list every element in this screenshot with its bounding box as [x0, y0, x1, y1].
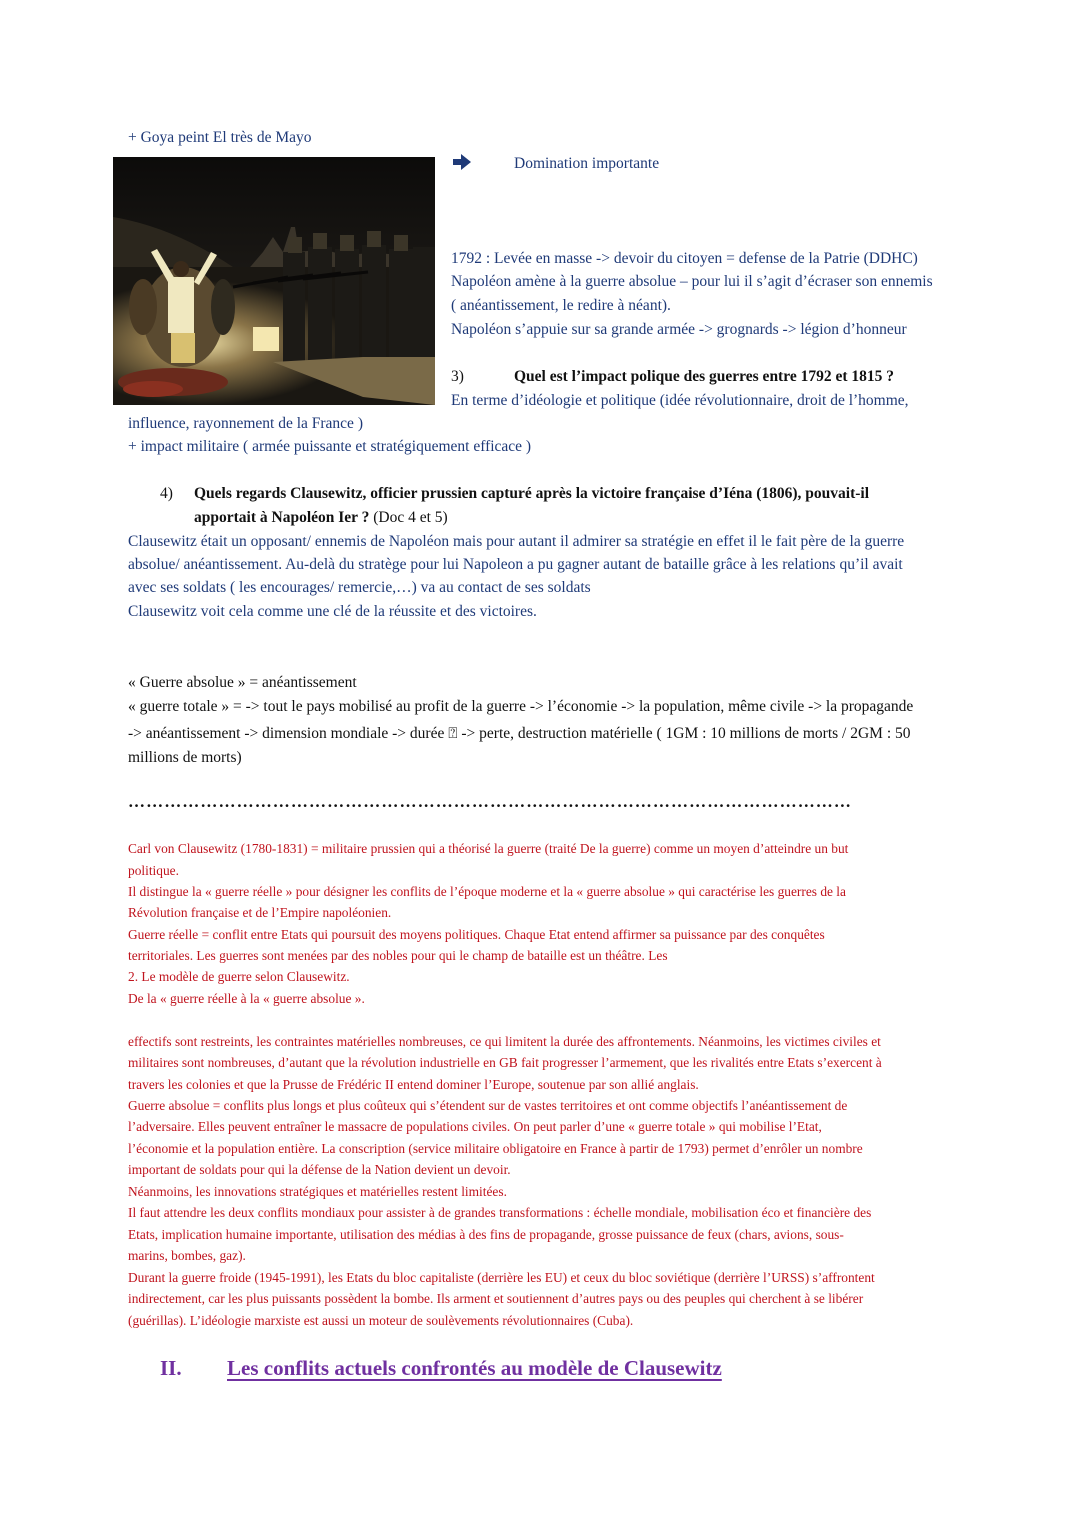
question-4-answer-3: avec ses soldats ( les encourages/ remercie,…) va au contact de ses soldats — [128, 579, 591, 596]
definition-line-2: « guerre totale » = -> tout le pays mobilisé au profit de la guerre -> l’économie -> la population, même civile -> la propagande — [128, 698, 914, 715]
section-title: Les conflits actuels confrontés au modèle de Clausewitz — [227, 1356, 722, 1380]
red-text-2-line-13: indirectement, car les plus puissants possèdent la bombe. Ils arment et soutiennent d’autres pays ou des peuples qui cherchent à se libérer — [128, 1291, 864, 1306]
question-3-answer-2: influence, rayonnement de la France ) — [128, 415, 363, 432]
red-text-2-line-4: Guerre absolue = conflits plus longs et plus coûteux qui s’étendent sur de vastes territoires et ont comme objectifs l’anéantissement de — [128, 1098, 848, 1113]
levee-line-4: Napoléon s’appuie sur sa grande armée -> grognards -> légion d’honneur — [451, 321, 907, 338]
red-text-1-line-5: Guerre réelle = conflit entre Etats qui poursuit des moyens politiques. Chaque Etat entend affirmer sa puissance par des conquêtes — [128, 927, 825, 942]
definition-line-1: « Guerre absolue » = anéantissement — [128, 674, 357, 691]
red-text-1-line-7: 2. Le modèle de guerre selon Clausewitz. — [128, 969, 350, 984]
question-4-answer-4: Clausewitz voit cela comme une clé de la réussite et des victoires. — [128, 603, 537, 620]
question-3-answer-3: + impact militaire ( armée puissante et stratégiquement efficace ) — [128, 438, 532, 455]
domination-text: Domination importante — [514, 155, 660, 172]
levee-line-3: ( anéantissement, le redire à néant). — [451, 297, 671, 314]
dotted-separator: ………………………………………………………………………………………………………… — [128, 792, 852, 811]
red-text-2-line-8: Néanmoins, les innovations stratégiques et matérielles restent limitées. — [128, 1184, 507, 1199]
red-text-1-line-6: territoriales. Les guerres sont menées par des nobles pour qui le champ de bataille est un théâtre. Les — [128, 948, 668, 963]
red-text-2-line-1: effectifs sont restreints, les contraintes matérielles nombreuses, ce qui limitent la durée des affrontements. Néanmoins, les victimes civiles et — [128, 1034, 881, 1049]
red-text-2-line-6: l’économie et la population entière. La conscription (service militaire obligatoire en France à partir de 1793) permet d’enrôler un nombre — [128, 1141, 863, 1156]
red-text-1-line-1: Carl von Clausewitz (1780-1831) = militaire prussien qui a théorisé la guerre (traité De la guerre) comme un moyen d’atteindre un but — [128, 841, 849, 856]
red-text-1-line-8: De la « guerre réelle à la « guerre absolue ». — [128, 991, 365, 1006]
red-text-2-line-3: travers les colonies et que la Prusse de Frédéric II entend dominer l’Europe, soutenue par son allié anglais. — [128, 1077, 699, 1092]
levee-line-1: 1792 : Levée en masse -> devoir du citoyen = defense de la Patrie (DDHC) — [451, 250, 918, 267]
question-4-title-bold: apportait à Napoléon Ier ? — [194, 509, 370, 526]
definition-line-3: -> anéantissement -> dimension mondiale -> durée ⍰ -> perte, destruction matérielle ( 1GM : 10 millions de morts / 2GM : 50 — [128, 725, 911, 742]
levee-line-2: Napoléon amène à la guerre absolue – pour lui il s’agit d’écraser son ennemis — [451, 273, 933, 290]
red-text-2-line-5: l’adversaire. Elles peuvent entraîner le massacre de populations civiles. On peut parler d’une « guerre totale » qui mobilise l’Etat, — [128, 1119, 822, 1134]
question-4-title-1: Quels regards Clausewitz, officier prussien capturé après la victoire française d’Iéna (1806), pouvait-il — [194, 485, 870, 502]
question-4-doc-ref: (Doc 4 et 5) — [369, 509, 448, 526]
question-4-number: 4) — [160, 485, 173, 502]
red-text-1-line-3: Il distingue la « guerre réelle » pour désigner les conflits de l’époque moderne et la « guerre absolue » qui caractérise les guerres de la — [128, 884, 846, 899]
question-4-answer-2: absolue/ anéantissement. Au-delà du stratège pour lui Napoleon a pu gagner autant de bataille grâce à les relations qu’il avait — [128, 556, 903, 573]
red-text-1-line-4: Révolution française et de l’Empire napoléonien. — [128, 905, 392, 920]
red-text-1-line-2: politique. — [128, 863, 179, 878]
definition-line-4: millions de morts) — [128, 749, 242, 766]
goya-caption: + Goya peint El très de Mayo — [128, 129, 312, 146]
red-text-2-line-10: Etats, implication humaine importante, utilisation des médias à des fins de propagande, grosse puissance de feux (chars, avions, sous- — [128, 1227, 844, 1242]
red-text-2-line-11: marins, bombes, gaz). — [128, 1248, 246, 1263]
red-text-2-line-7: important de soldats pour qui la défense de la Nation devient un devoir. — [128, 1162, 511, 1177]
section-number: II. — [160, 1356, 182, 1380]
red-text-2-line-14: (guérillas). L’idéologie marxiste est aussi un moteur de soulèvements révolutionnaires (Cuba). — [128, 1313, 634, 1328]
question-3-answer-1: En terme d’idéologie et politique (idée révolutionnaire, droit de l’homme, — [451, 392, 909, 409]
red-text-2-line-2: militaires sont nombreuses, d’autant que la révolution industrielle en GB fait progresser l’armement, que les rivalités entre Etats s’exercent à — [128, 1055, 882, 1070]
question-4-title-2 — [194, 509, 448, 527]
red-text-2-line-9: Il faut attendre les deux conflits mondiaux pour assister à de grandes transformations : échelle mondiale, mobilisation éco et financière des — [128, 1205, 872, 1220]
red-text-2-line-12: Durant la guerre froide (1945-1991), les Etats du bloc capitaliste (derrière les EU) et ceux du bloc soviétique (derrière l’URSS) s’affrontent — [128, 1270, 875, 1285]
question-3-number: 3) — [451, 368, 464, 385]
goya-painting-image — [113, 157, 435, 405]
arrow-right-icon — [451, 153, 473, 171]
question-3-title: Quel est l’impact polique des guerres entre 1792 et 1815 ? — [514, 368, 894, 385]
question-4-answer-1: Clausewitz était un opposant/ ennemis de Napoléon mais pour autant il admirer sa stratégie en effet il le fait père de la guerre — [128, 533, 905, 550]
